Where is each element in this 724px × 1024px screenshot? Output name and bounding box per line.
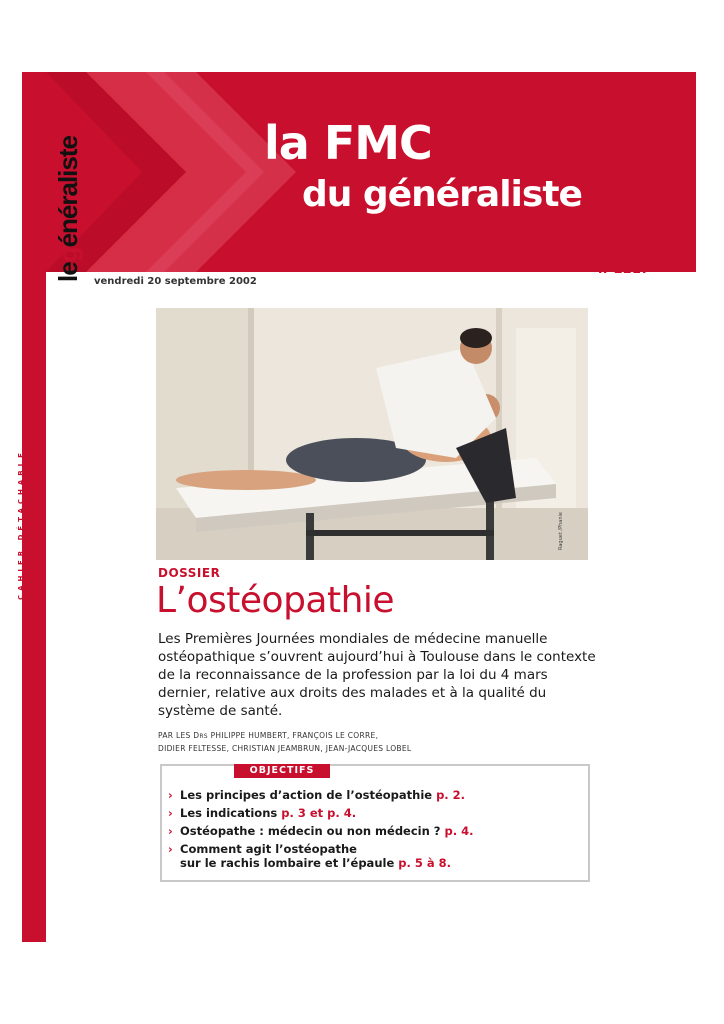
chevron-right-icon: › [168,788,173,802]
brand-logo [54,82,82,282]
objective-item[interactable]: › Ostéopathe : médecin ou non médecin ? p. 4. [168,824,474,838]
issue-date: vendredi 20 septembre 2002 [94,276,257,287]
objectives-label: OBJECTIFS [234,764,330,778]
photo-credit: Raguet /Phanie [558,512,564,550]
article-authors: PAR LES DRS PHILIPPE HUMBERT, FRANÇOIS LE CORRE, DIDIER FELTESSE, CHRISTIAN JEAMBRUN, JEAN-JACQUES LOBEL [158,731,412,753]
objectives-box [160,764,590,882]
masthead-subtitle: du généraliste [302,174,582,215]
logo-part-rest: énéraliste [53,136,83,248]
objective-item[interactable]: › Comment agit l’ostéopathe sur le rachis lombaire et l’épaule p. 5 à 8. [168,842,451,870]
chevron-right-icon: › [168,824,173,838]
chevron-right-icon: › [168,806,173,820]
article-headline: L’ostéopathie [156,580,395,621]
detachable-section-label: CAHIER DÉTACHABLE [17,449,25,600]
article-lead: Les Premières Journées mondiales de médecine manuelle ostéopathique s’ouvrent aujourd’hui à Toulouse dans le contexte de la reconnaissance de la profession par la loi du 4 mars dernier, relative aux droits des malades et à la qualité du système de santé. [158,631,596,719]
chevron-right-icon: › [168,842,173,856]
page-ref[interactable]: p. 4. [444,824,474,838]
cover-photo [156,308,588,560]
page-ref[interactable]: p. 3 et p. 4. [281,806,357,820]
objectives-list [168,788,473,874]
page-ref[interactable]: p. 2. [436,788,466,802]
objective-item[interactable]: › Les indications p. 3 et p. 4. [168,806,357,820]
masthead-title: la FMC [264,116,432,170]
objective-item[interactable]: › Les principes d’action de l’ostéopathie p. 2. [168,788,466,802]
page-ref[interactable]: p. 5 à 8. [398,856,451,870]
logo-part-g: g [53,247,83,263]
issue-number: n°2217 [598,262,650,277]
logo-part-le: le [53,262,83,282]
section-label: DOSSIER [158,566,221,580]
